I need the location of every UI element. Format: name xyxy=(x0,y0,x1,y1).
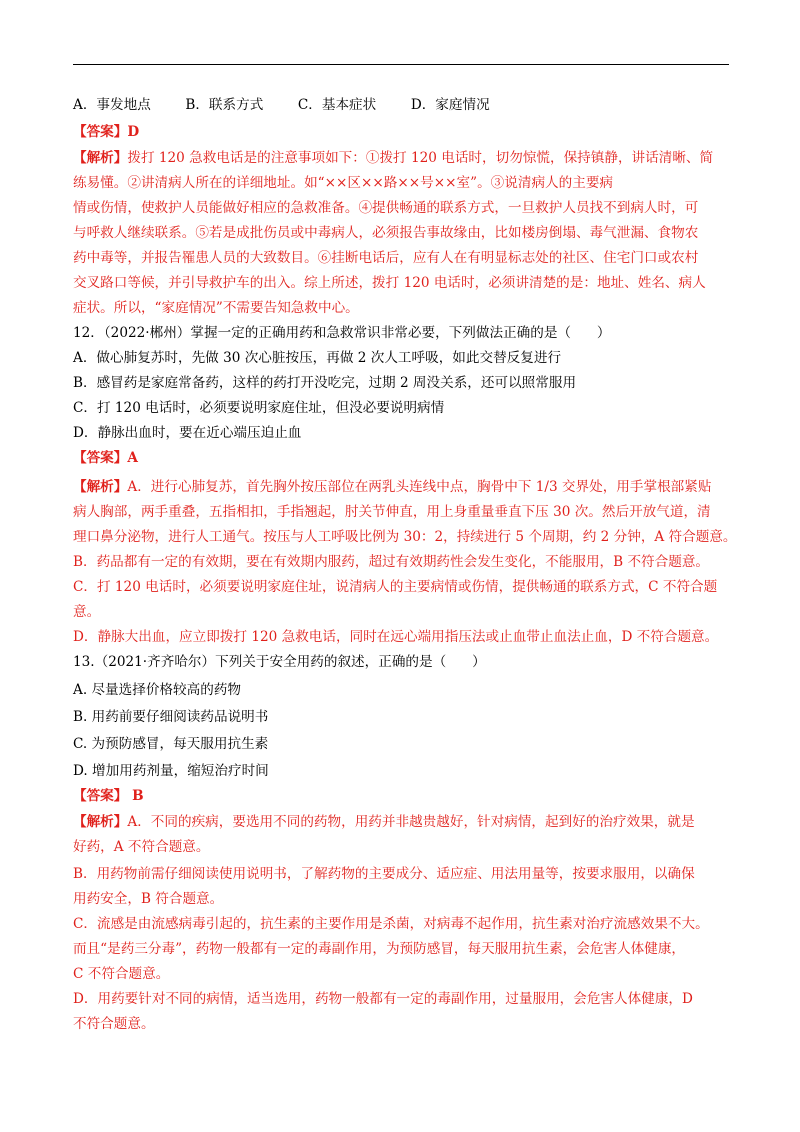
q13-analysis-line: C 不符合题意。 xyxy=(73,966,170,982)
q13-option: B. 用药前要仔细阅读药品说明书 xyxy=(73,709,269,725)
q12-analysis-line: 理口鼻分泌物，进行人工通气。按压与人工呼吸比例为 30：2，持续进行 5 个周期，约 2 分钟，A 符合题意。 xyxy=(73,529,737,545)
answer-value: A xyxy=(127,450,138,466)
q11-analysis-line: 症状。所以，“家庭情况”不需要告知急救中心。 xyxy=(73,300,359,316)
q13-answer xyxy=(73,787,144,805)
header-rule xyxy=(73,64,729,65)
q12-option: A．做心肺复苏时，先做 30 次心脏按压，再做 2 次人工呼吸，如此交替反复进行 xyxy=(73,350,562,366)
answer-label: 【答案】 xyxy=(73,124,128,140)
answer-value: D xyxy=(127,124,140,140)
q12-analysis-line: B．药品都有一定的有效期，要在有效期内服药，超过有效期药性会发生变化，不能服用，B 不符合题意。 xyxy=(73,554,710,570)
analysis-label: 【解析】 xyxy=(73,150,128,166)
q12-option: C．打 120 电话时，必须要说明家庭住址，但没必要说明病情 xyxy=(73,400,445,416)
q11-analysis-line: 药中毒等，并报告罹患人员的大致数目。⑥挂断电话后，应有人在有明显标志处的社区、住宅门口或农村 xyxy=(73,250,699,266)
q13-analysis-line: B．用药物前需仔细阅读使用说明书，了解药物的主要成分、适应症、用法用量等，按要求服用，以确保 xyxy=(73,866,695,882)
q13-analysis-line: D．用药要针对不同的病情，适当选用，药物一般都有一定的毒副作用，过量服用，会危害人体健康，D xyxy=(73,991,693,1007)
q11-analysis-line: 练易懂。②讲清病人所在的详细地址。如“××区××路××号××室”。③说清病人的主要病 xyxy=(73,175,614,191)
q13-analysis-line: 而且“是药三分毒”，药物一般都有一定的毒副作用，为预防感冒，每天服用抗生素，会危害人体健康， xyxy=(73,941,686,957)
q13-option: D. 增加用药剂量，缩短治疗时间 xyxy=(73,763,269,779)
q12-analysis-line: C．打 120 电话时，必须要说明家庭住址，说清病人的主要病情或伤情，提供畅通的联系方式，C 不符合题 xyxy=(73,579,718,595)
q11-options: A．事发地点 B．联系方式 C．基本症状 D．家庭情况 xyxy=(73,97,490,113)
analysis-label: 【解析】 xyxy=(73,814,128,830)
q11-answer xyxy=(73,123,139,141)
q13-analysis-line: 好药，A 不符合题意。 xyxy=(73,839,210,855)
q12-answer xyxy=(73,449,138,467)
q12-analysis-line: 【解析】A．进行心肺复苏，首先胸外按压部位在两乳头连线中点，胸骨中下 1/3 交界处，用手掌根部紧贴 xyxy=(73,479,712,495)
answer-value: B xyxy=(127,788,144,804)
answer-label: 【答案】 xyxy=(73,450,128,466)
q13-analysis-line: C．流感是由流感病毒引起的，抗生素的主要作用是杀菌，对病毒不起作用，抗生素对治疗流感效果不大。 xyxy=(73,916,709,932)
q11-analysis-line: 交叉路口等候，并引导救护车的出入。综上所述，拨打 120 电话时，必须讲清楚的是：地址、姓名、病人 xyxy=(73,275,706,291)
q13-analysis-line: 【解析】A．不同的疾病，要选用不同的药物，用药并非越贵越好，针对病情，起到好的治疗效果，就是 xyxy=(73,814,695,830)
q12-option: D．静脉出血时，要在近心端压迫止血 xyxy=(73,425,302,441)
q12-stem: 12．（2022·郴州）掌握一定的正确用药和急救常识非常必要，下列做法正确的是（ ） xyxy=(73,325,611,341)
q12-option: B．感冒药是家庭常备药，这样的药打开没吃完，过期 2 周没关系，还可以照常服用 xyxy=(73,375,577,391)
q13-analysis-line: 不符合题意。 xyxy=(73,1016,155,1032)
q12-analysis-line: D．静脉大出血，应立即拨打 120 急救电话，同时在远心端用指压法或止血带止血法止血，D 不符合题意。 xyxy=(73,629,719,645)
q11-analysis-line: 【解析】拨打 120 急救电话是的注意事项如下：①拨打 120 电话时，切勿惊慌，保持镇静，讲话清晰、简 xyxy=(73,150,714,166)
analysis-label: 【解析】 xyxy=(73,479,128,495)
q13-option: A. 尽量选择价格较高的药物 xyxy=(73,682,241,698)
q12-analysis-line: 意。 xyxy=(73,604,101,620)
q13-option: C. 为预防感冒，每天服用抗生素 xyxy=(73,736,269,752)
answer-label: 【答案】 xyxy=(73,788,128,804)
q11-analysis-line: 与呼救人继续联系。⑤若是成批伤员或中毒病人，必须报告事故缘由，比如楼房倒塌、毒气泄漏、食物农 xyxy=(73,225,699,241)
q13-stem: 13.（2021·齐齐哈尔）下列关于安全用药的叙述，正确的是（ ） xyxy=(73,654,486,670)
q12-analysis-line: 病人胸部，两手重叠，五指相扣，手指翘起，肘关节伸直，用上身重量垂直下压 30 次。然后开放气道，清 xyxy=(73,504,711,520)
q13-analysis-line: 用药安全，B 符合题意。 xyxy=(73,891,224,907)
q11-analysis-line: 情或伤情，使救护人员能做好相应的急救准备。④提供畅通的联系方式，一旦救护人员找不到病人时，可 xyxy=(73,200,699,216)
